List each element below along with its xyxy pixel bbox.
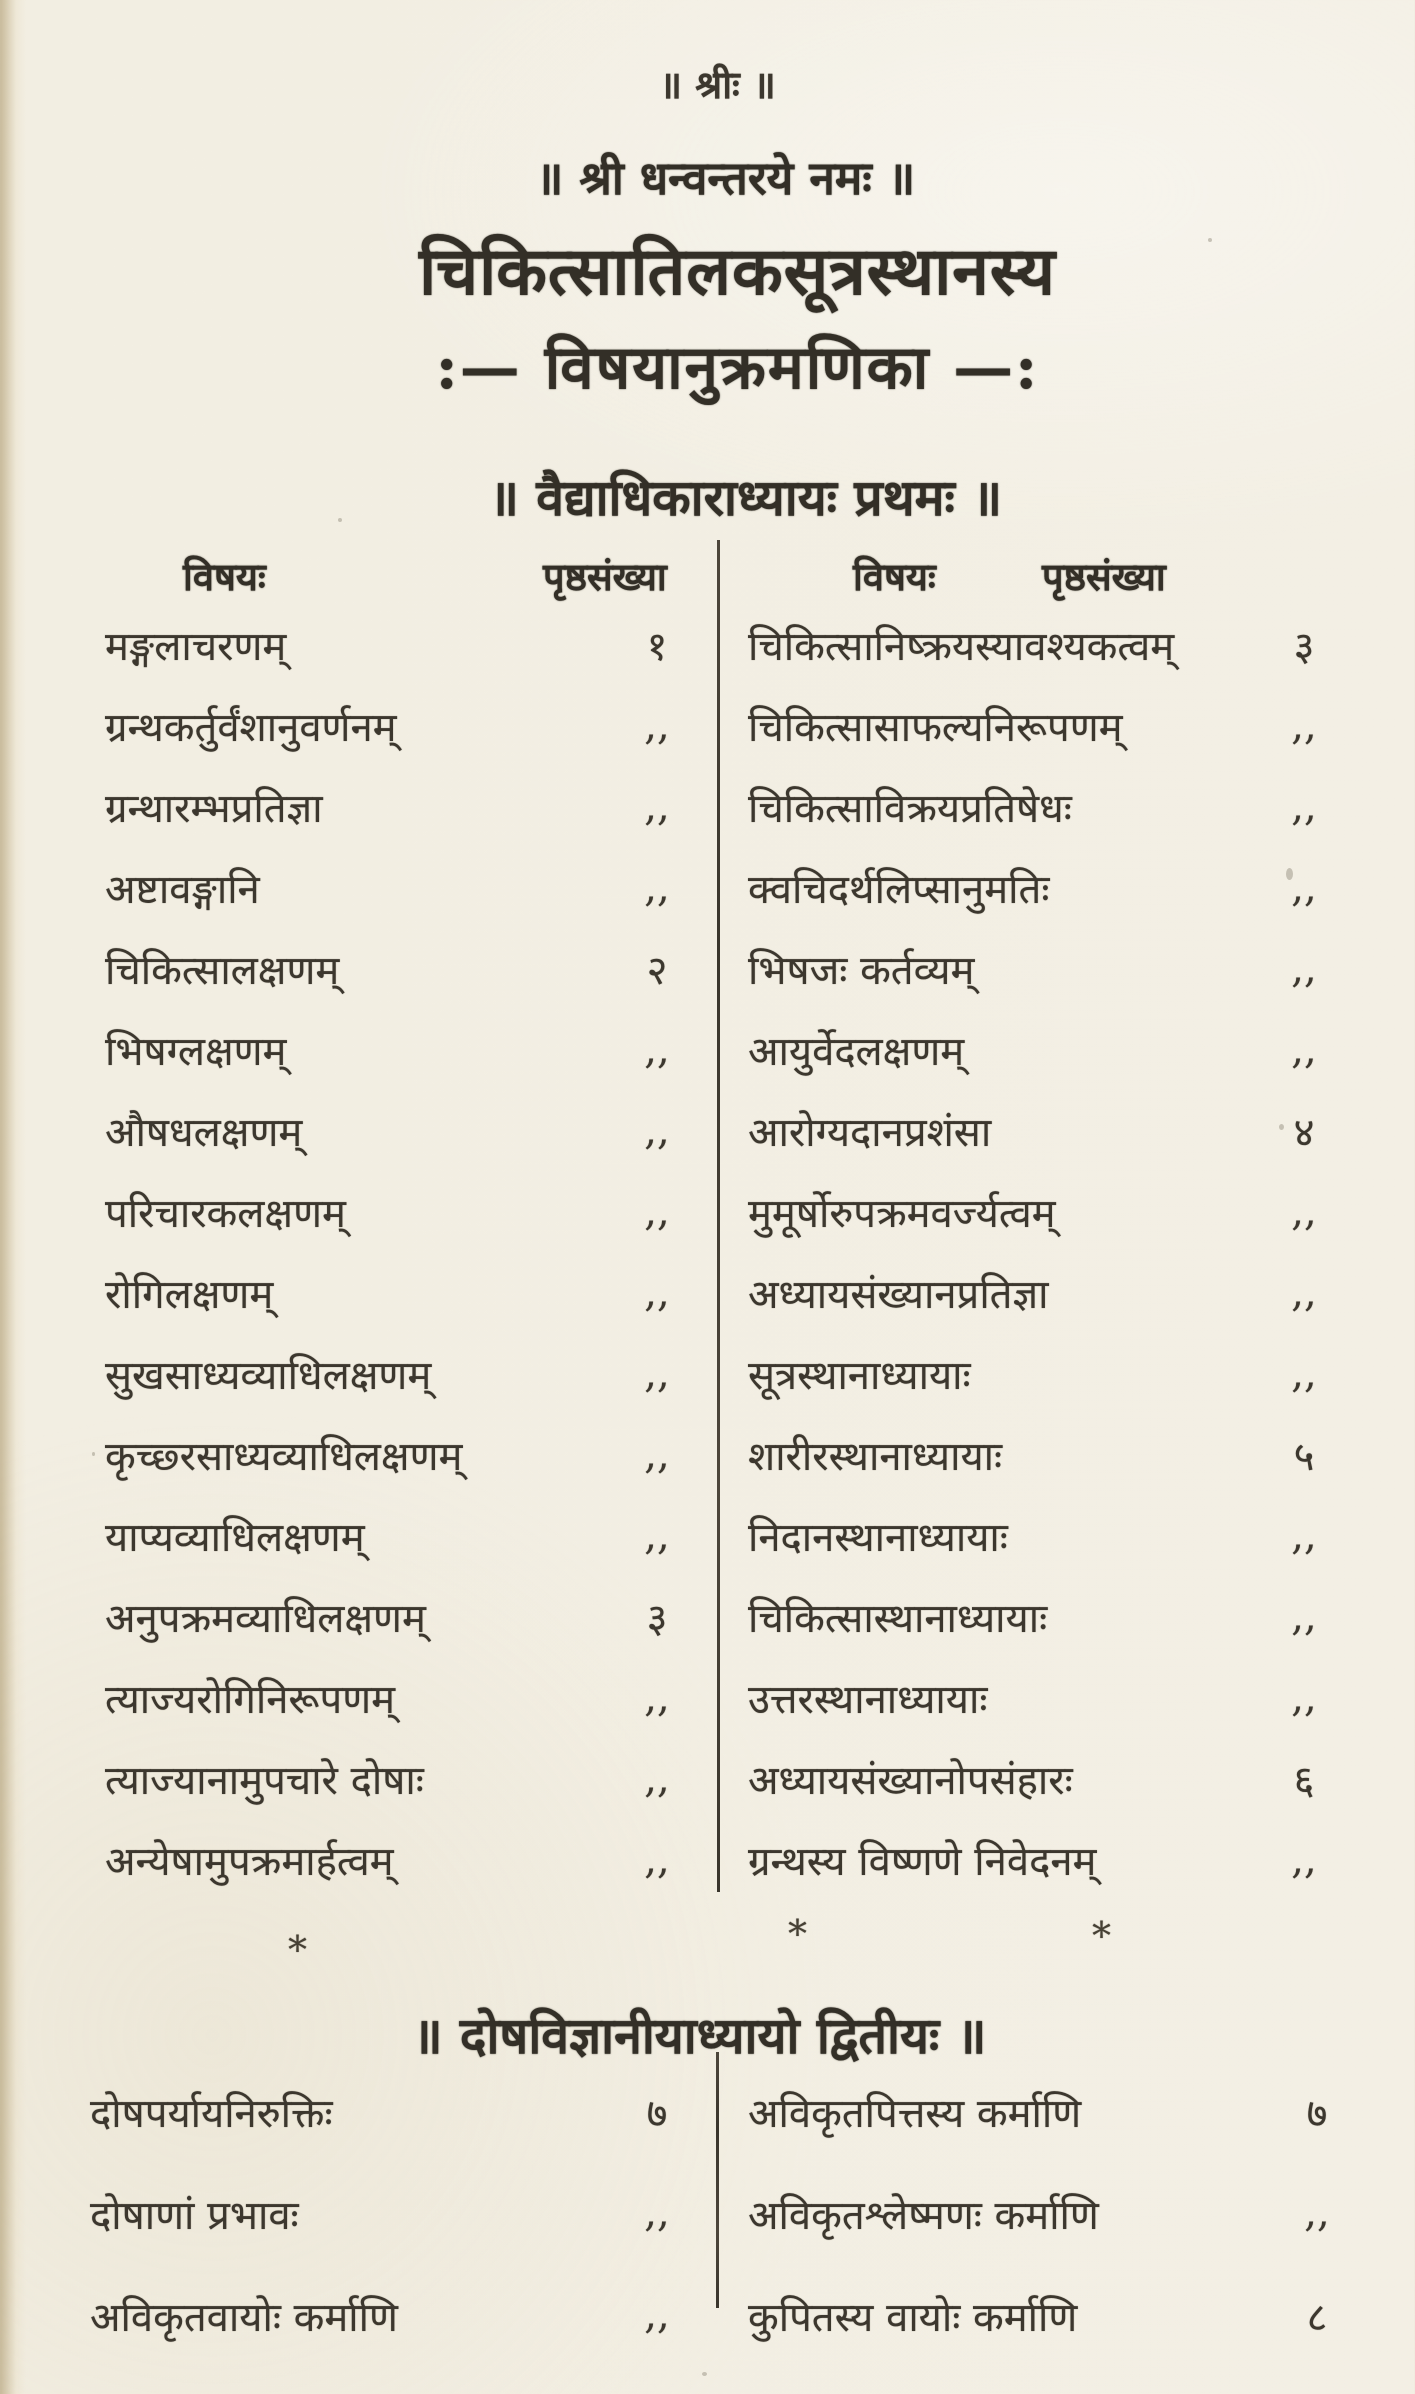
chapter-2-heading: ॥ दोषविज्ञानीयाध्यायो द्वितीयः ॥ bbox=[412, 2006, 987, 2065]
chapter-1-left-column bbox=[105, 604, 715, 1900]
toc-row bbox=[105, 928, 715, 1009]
chapter-2-right-column bbox=[748, 2060, 1388, 2366]
toc-page-number: ,, bbox=[644, 1026, 670, 1073]
toc-page-number: ,, bbox=[1291, 1026, 1317, 1073]
toc-row bbox=[748, 685, 1368, 766]
toc-topic: आयुर्वेदलक्षणम् bbox=[748, 1029, 965, 1075]
toc-row bbox=[105, 1414, 715, 1495]
toc-row bbox=[105, 1252, 715, 1333]
toc-row bbox=[748, 1819, 1368, 1900]
toc-page-number: ७ bbox=[646, 2090, 668, 2137]
invocation-shri: ॥ श्रीः ॥ bbox=[659, 62, 776, 107]
toc-row bbox=[748, 1090, 1368, 1171]
toc-topic: सूत्रस्थानाध्यायाः bbox=[748, 1353, 971, 1399]
toc-row bbox=[748, 2060, 1388, 2162]
toc-topic: मुमूर्षोरुपक्रमवर्ज्यत्वम् bbox=[748, 1191, 1056, 1237]
toc-page-number: ,, bbox=[644, 1674, 670, 1721]
toc-topic: निदानस्थानाध्यायाः bbox=[748, 1515, 1008, 1561]
toc-topic: चिकित्सासाफल्यनिरूपणम् bbox=[748, 705, 1123, 751]
toc-row bbox=[748, 1252, 1368, 1333]
toc-topic: परिचारकलक्षणम् bbox=[105, 1191, 346, 1237]
column-divider bbox=[716, 2052, 719, 2308]
toc-page-number: ,, bbox=[1291, 1512, 1317, 1559]
toc-topic: अविकृतश्लेष्मणः कर्माणि bbox=[748, 2192, 1099, 2239]
toc-topic: त्याज्यरोगिनिरूपणम् bbox=[105, 1677, 396, 1723]
toc-row bbox=[105, 1657, 715, 1738]
toc-page-number: ,, bbox=[1291, 1836, 1317, 1883]
column-header-page-left: पृष्ठसंख्या bbox=[543, 554, 667, 599]
toc-topic: अविकृतवायोः कर्माणि bbox=[90, 2294, 398, 2341]
toc-row bbox=[748, 1495, 1368, 1576]
separator-asterisk: * bbox=[1092, 1914, 1111, 1958]
toc-topic: दोषाणां प्रभावः bbox=[90, 2192, 299, 2239]
toc-row bbox=[748, 2264, 1388, 2366]
column-divider bbox=[717, 540, 720, 1892]
toc-page-number: ,, bbox=[1291, 1188, 1317, 1235]
toc-topic: अन्येषामुपक्रमार्हत्वम् bbox=[105, 1839, 394, 1885]
toc-topic: सुखसाध्यव्याधिलक्षणम् bbox=[105, 1353, 432, 1399]
toc-page-number: ,, bbox=[644, 1269, 670, 1316]
toc-topic: अध्यायसंख्यानप्रतिज्ञा bbox=[748, 1272, 1049, 1318]
chapter-1-heading: ॥ वैद्याधिकाराध्यायः प्रथमः ॥ bbox=[488, 468, 1003, 527]
toc-page-number: ,, bbox=[1291, 1269, 1317, 1316]
toc-row bbox=[748, 1333, 1368, 1414]
scan-speck bbox=[92, 1452, 95, 1456]
toc-page-number: ,, bbox=[644, 2190, 670, 2236]
toc-row bbox=[105, 1171, 715, 1252]
toc-row bbox=[105, 1333, 715, 1414]
toc-page-number: ,, bbox=[1291, 1350, 1317, 1397]
toc-topic: त्याज्यानामुपचारे दोषाः bbox=[105, 1758, 424, 1804]
toc-page-number: १ bbox=[646, 624, 668, 670]
toc-topic: याप्यव्याधिलक्षणम् bbox=[105, 1515, 365, 1561]
toc-page-number: ६ bbox=[1293, 1758, 1315, 1804]
toc-topic: भिषजः कर्तव्यम् bbox=[748, 948, 975, 994]
page-title-index: :— विषयानुक्रमणिका —: bbox=[435, 333, 1040, 403]
column-header-topic-left: विषयः bbox=[183, 554, 266, 599]
toc-row bbox=[748, 1171, 1368, 1252]
toc-page-number: ३ bbox=[1293, 624, 1315, 670]
toc-topic: चिकित्सास्थानाध्यायाः bbox=[748, 1596, 1048, 1642]
book-title: चिकित्सातिलकसूत्रस्थानस्य bbox=[419, 232, 1056, 310]
separator-asterisk: * bbox=[788, 1912, 807, 1956]
toc-page-number: ,, bbox=[1291, 864, 1317, 911]
toc-topic: दोषपर्यायनिरुक्तिः bbox=[90, 2090, 333, 2137]
toc-page-number: ,, bbox=[644, 1836, 670, 1883]
toc-page-number: ,, bbox=[644, 1350, 670, 1397]
toc-row bbox=[105, 1738, 715, 1819]
toc-topic: कृच्छ्रसाध्यव्याधिलक्षणम् bbox=[105, 1434, 463, 1480]
toc-topic: औषधलक्षणम् bbox=[105, 1110, 303, 1156]
toc-page-number: ,, bbox=[644, 783, 670, 830]
toc-row bbox=[105, 604, 715, 685]
toc-row bbox=[105, 1090, 715, 1171]
chapter-2-left-column bbox=[90, 2060, 715, 2366]
toc-topic: मङ्गलाचरणम् bbox=[105, 624, 287, 670]
invocation-dhanvantari: ॥ श्री धन्वन्तरये नमः ॥ bbox=[535, 151, 916, 205]
toc-row bbox=[90, 2060, 715, 2162]
scan-speck bbox=[702, 2372, 707, 2376]
toc-topic: अष्टावङ्गानि bbox=[105, 867, 260, 913]
toc-page-number: ,, bbox=[644, 1107, 670, 1154]
toc-page-number: ,, bbox=[644, 1512, 670, 1559]
toc-topic: कुपितस्य वायोः कर्माणि bbox=[748, 2294, 1078, 2341]
toc-page-number: ७ bbox=[1306, 2090, 1328, 2137]
column-header-page-right: पृष्ठसंख्या bbox=[1042, 554, 1166, 599]
toc-row bbox=[748, 1009, 1368, 1090]
toc-topic: ग्रन्थकर्तुर्वंशानुवर्णनम् bbox=[105, 705, 397, 751]
toc-topic: उत्तरस्थानाध्यायाः bbox=[748, 1677, 988, 1723]
toc-row bbox=[748, 604, 1368, 685]
toc-row bbox=[105, 766, 715, 847]
toc-page-number: ,, bbox=[644, 702, 670, 749]
toc-row bbox=[748, 928, 1368, 1009]
toc-topic: शारीरस्थानाध्यायाः bbox=[748, 1434, 1003, 1480]
toc-row bbox=[748, 1657, 1368, 1738]
toc-page-number: २ bbox=[646, 948, 668, 994]
toc-row bbox=[105, 1819, 715, 1900]
toc-row bbox=[748, 766, 1368, 847]
toc-row bbox=[105, 1576, 715, 1657]
toc-page-number: ४ bbox=[1293, 1110, 1315, 1156]
toc-topic: ग्रन्थस्य विष्णणे निवेदनम् bbox=[748, 1839, 1097, 1885]
toc-topic: अविकृतपित्तस्य कर्माणि bbox=[748, 2090, 1082, 2137]
toc-topic: भिषग्लक्षणम् bbox=[105, 1029, 287, 1075]
toc-page-number: ,, bbox=[644, 1188, 670, 1235]
column-header-topic-right: विषयः bbox=[853, 554, 936, 599]
toc-row bbox=[105, 1009, 715, 1090]
chapter-1-right-column bbox=[748, 604, 1368, 1900]
separator-asterisk: * bbox=[288, 1928, 307, 1972]
toc-topic: चिकित्साविक्रयप्रतिषेधः bbox=[748, 786, 1072, 832]
toc-row bbox=[748, 2162, 1388, 2264]
toc-page-number: ,, bbox=[1291, 1674, 1317, 1721]
toc-page-number: ३ bbox=[646, 1596, 668, 1642]
toc-row bbox=[90, 2264, 715, 2366]
toc-page-number: ,, bbox=[1304, 2190, 1330, 2236]
toc-row bbox=[105, 1495, 715, 1576]
toc-topic: रोगिलक्षणम् bbox=[105, 1272, 274, 1318]
toc-topic: चिकित्सानिष्क्रयस्यावश्यकत्वम् bbox=[748, 624, 1175, 670]
toc-topic: अध्यायसंख्यानोपसंहारः bbox=[748, 1758, 1073, 1804]
toc-row bbox=[105, 847, 715, 928]
toc-page-number: ,, bbox=[1291, 1593, 1317, 1640]
toc-topic: क्वचिदर्थलिप्सानुमतिः bbox=[748, 867, 1050, 913]
toc-topic: चिकित्सालक्षणम् bbox=[105, 948, 340, 994]
toc-row bbox=[748, 1576, 1368, 1657]
toc-row bbox=[105, 685, 715, 766]
toc-page-number: ,, bbox=[644, 1431, 670, 1478]
toc-page-number: ,, bbox=[644, 1755, 670, 1802]
toc-row bbox=[748, 1414, 1368, 1495]
toc-page-number: ,, bbox=[1291, 783, 1317, 830]
toc-page-number: ,, bbox=[1291, 945, 1317, 992]
toc-row bbox=[748, 1738, 1368, 1819]
toc-topic: अनुपक्रमव्याधिलक्षणम् bbox=[105, 1596, 426, 1642]
toc-topic: ग्रन्थारम्भप्रतिज्ञा bbox=[105, 786, 323, 832]
toc-page-number: ८ bbox=[1306, 2294, 1328, 2341]
toc-row bbox=[90, 2162, 715, 2264]
toc-page-number: ,, bbox=[644, 864, 670, 911]
toc-page-number: ,, bbox=[644, 2292, 670, 2338]
toc-topic: आरोग्यदानप्रशंसा bbox=[748, 1110, 992, 1156]
toc-row bbox=[748, 847, 1368, 928]
toc-page-number: ५ bbox=[1293, 1434, 1315, 1480]
toc-page-number: ,, bbox=[1291, 702, 1317, 749]
